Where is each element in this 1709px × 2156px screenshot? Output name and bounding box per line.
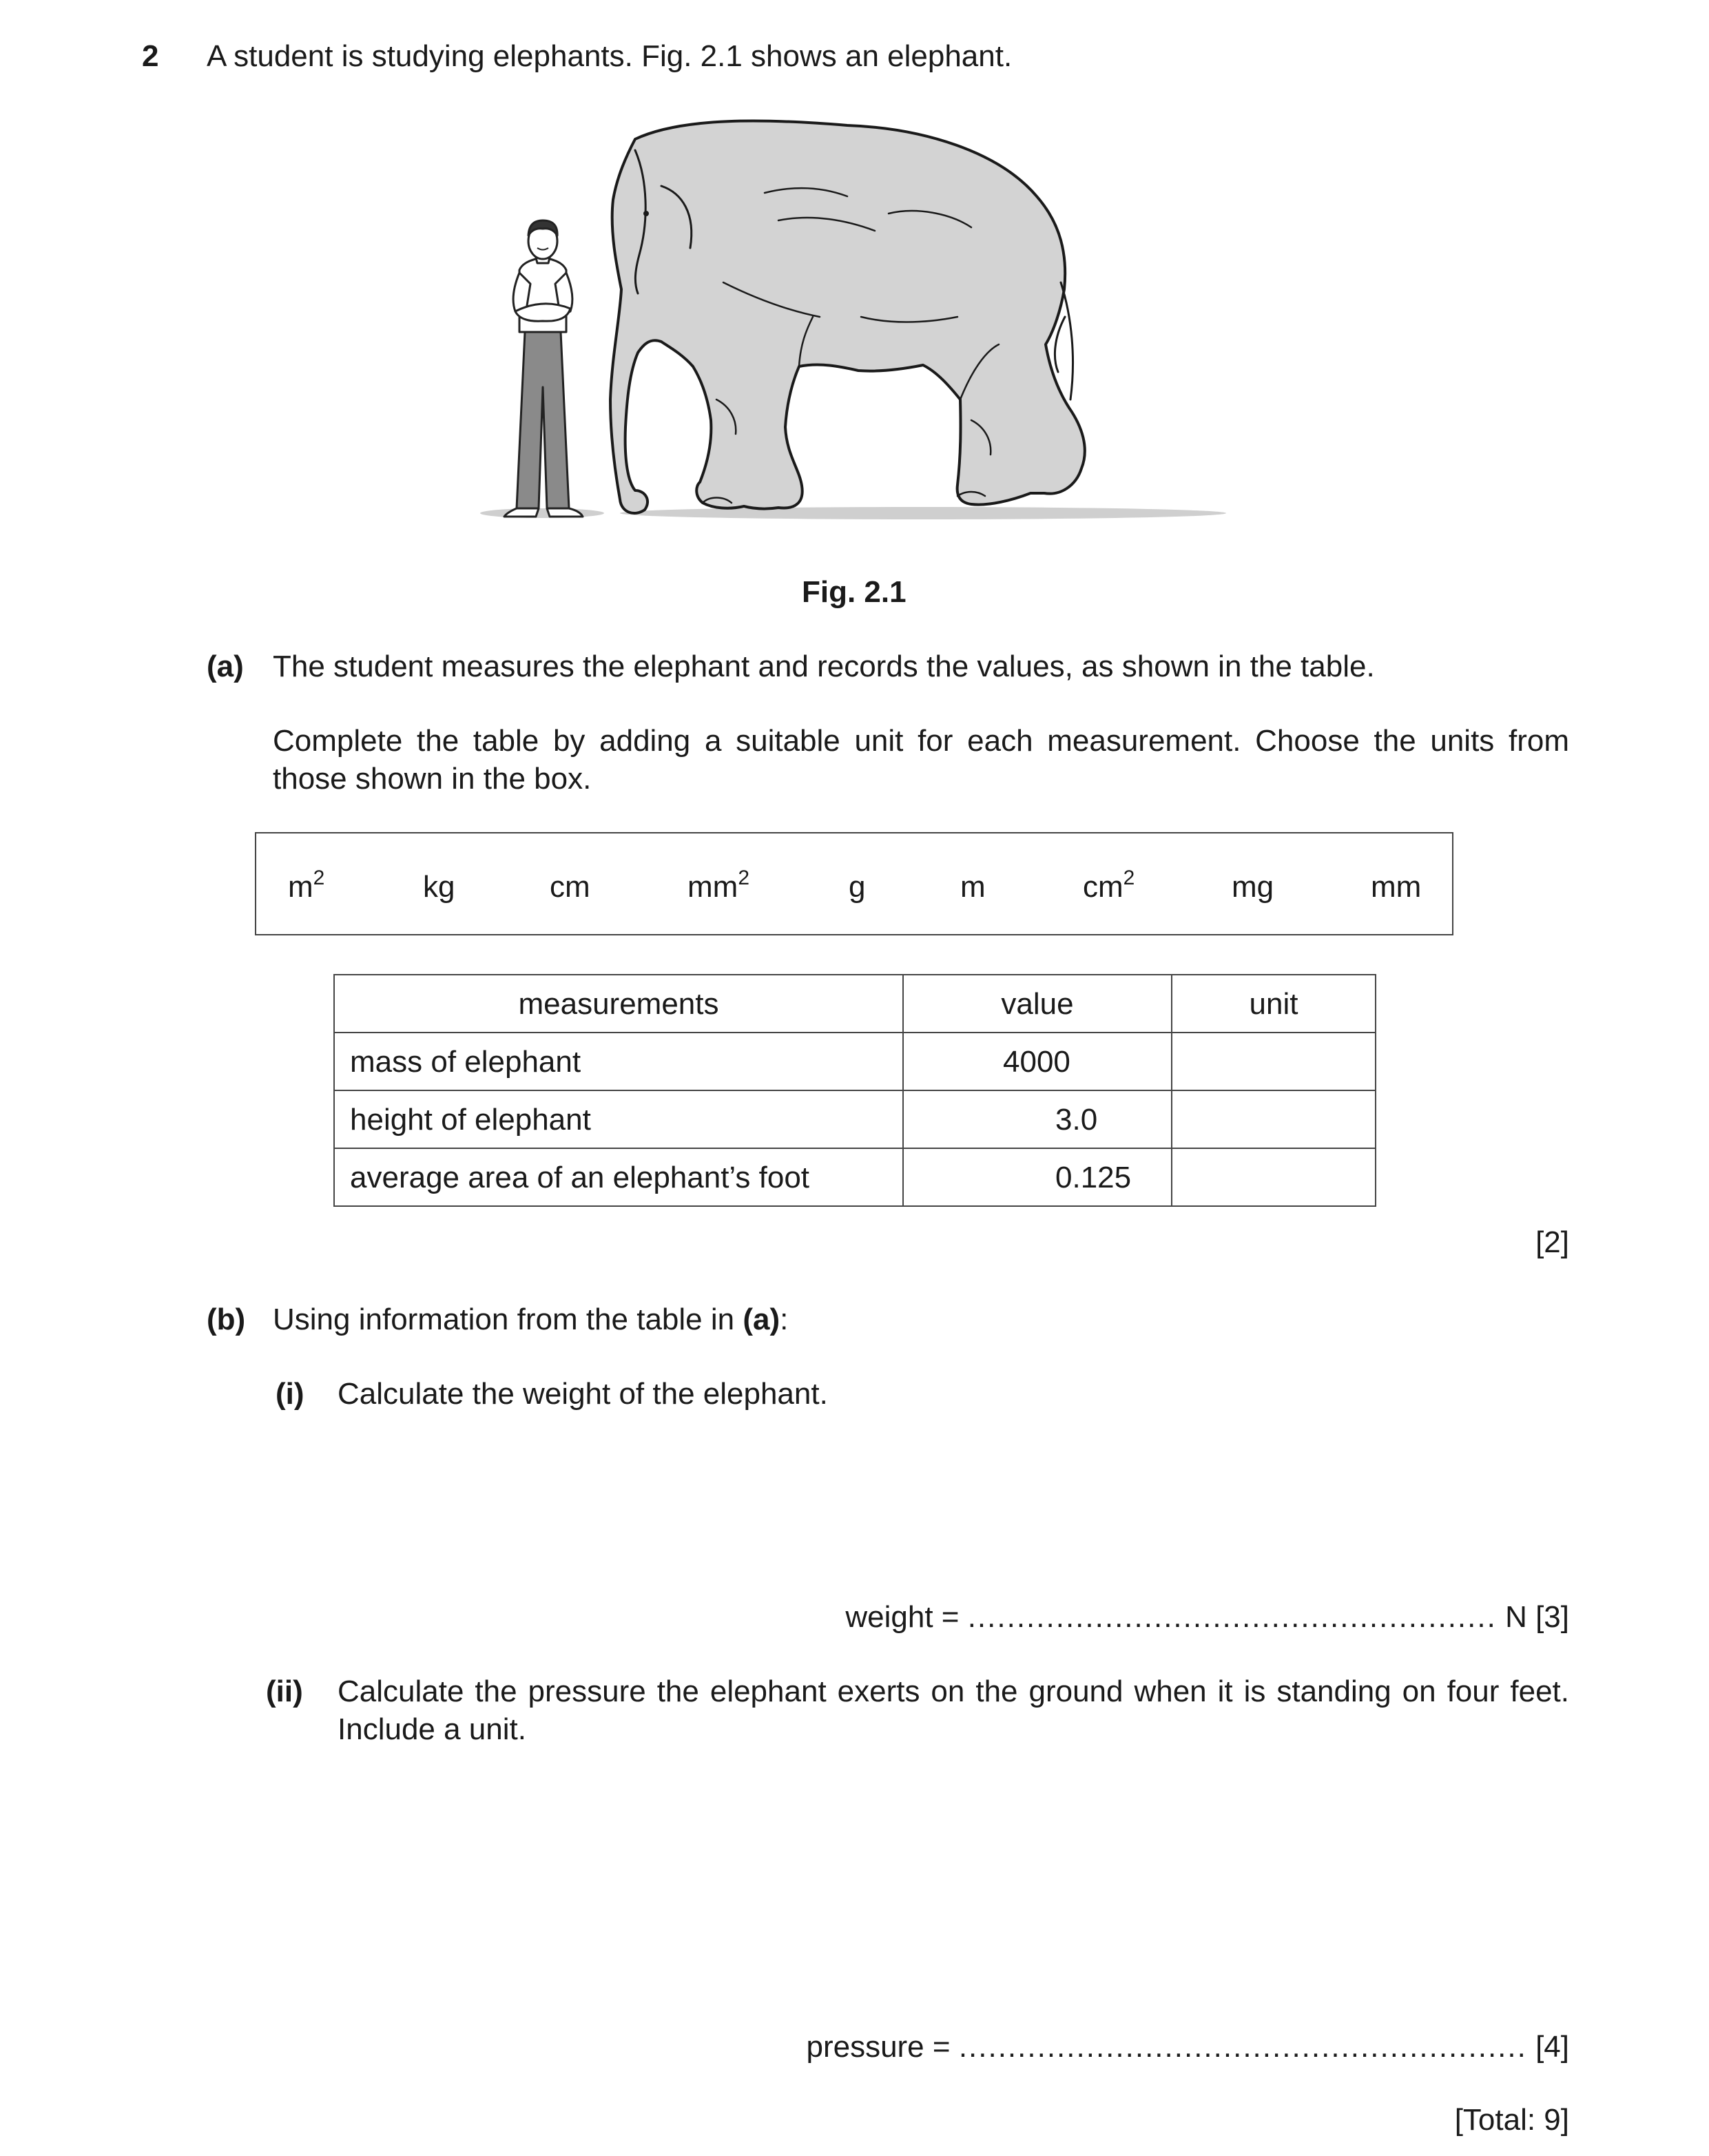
units-box	[255, 832, 1453, 935]
table-row	[334, 1033, 1376, 1090]
measurement-name: mass of elephant	[334, 1033, 903, 1090]
unit-option: mg	[1232, 870, 1274, 904]
student-icon	[504, 220, 583, 517]
unit-option: m	[960, 870, 986, 904]
part-b-text: Using information from the table in (a):	[273, 1303, 789, 1336]
pressure-answer-field[interactable]: ..........................................................	[958, 2030, 1527, 2064]
pressure-answer-line	[806, 2028, 1569, 2066]
elephant-icon	[610, 121, 1085, 513]
part-a-instructions: Complete the table by adding a suitable unit for each measurement. Choose the units from those shown in the box.	[273, 724, 1569, 796]
unit-option: $m^2$	[288, 867, 325, 904]
header-measurements: measurements	[334, 975, 903, 1033]
table-row	[334, 1090, 1376, 1148]
weight-answer-line	[845, 1598, 1569, 1636]
measurement-name: average area of an elephant’s foot	[334, 1148, 903, 1206]
measurement-value: 4000	[903, 1033, 1172, 1090]
unit-answer-cell[interactable]	[1172, 1090, 1376, 1148]
part-a-marks: [2]	[1535, 1225, 1569, 1259]
part-b-i-text: Calculate the weight of the elephant.	[338, 1377, 828, 1411]
pressure-label: pressure =	[806, 2030, 951, 2064]
elephant-figure	[475, 110, 1233, 524]
unit-answer-cell[interactable]	[1172, 1033, 1376, 1090]
unit-option: $cm^2$	[1083, 867, 1135, 904]
unit-answer-cell[interactable]	[1172, 1148, 1376, 1206]
weight-answer-field[interactable]: ......................................................	[967, 1600, 1497, 1634]
measurement-value: 0.125	[903, 1148, 1172, 1206]
part-b-ii-text: Calculate the pressure the elephant exerts on the ground when it is standing on four feet. Include a unit.	[338, 1675, 1569, 1746]
table-header-row	[334, 975, 1376, 1033]
part-b-label: (b)	[207, 1303, 246, 1336]
unit-option: $mm^2$	[687, 867, 749, 904]
unit-option: cm	[550, 870, 590, 904]
question-number: 2	[142, 39, 159, 73]
pressure-marks: [4]	[1535, 2030, 1569, 2064]
part-b-ii-label: (ii)	[266, 1675, 303, 1708]
part-a-text: The student measures the elephant and records the values, as shown in the table.	[273, 650, 1375, 683]
measurements-table	[333, 974, 1376, 1207]
unit-option: mm	[1371, 870, 1422, 904]
elephant-shadow	[620, 507, 1226, 519]
table-row	[334, 1148, 1376, 1206]
measurement-value: 3.0	[903, 1090, 1172, 1148]
weight-label: weight =	[845, 1600, 960, 1634]
part-b-i-label: (i)	[276, 1377, 304, 1411]
header-value: value	[903, 975, 1172, 1033]
total-marks: [Total: 9]	[1454, 2103, 1569, 2137]
unit-option: g	[849, 870, 866, 904]
question-intro: A student is studying elephants. Fig. 2.1 shows an elephant.	[207, 39, 1013, 73]
weight-unit-marks: N [3]	[1505, 1600, 1569, 1634]
measurement-name: height of elephant	[334, 1090, 903, 1148]
header-unit: unit	[1172, 975, 1376, 1033]
unit-option: kg	[423, 870, 455, 904]
part-a-label: (a)	[207, 650, 244, 683]
student-shadow	[480, 508, 604, 518]
figure-caption: Fig. 2.1	[802, 575, 907, 609]
